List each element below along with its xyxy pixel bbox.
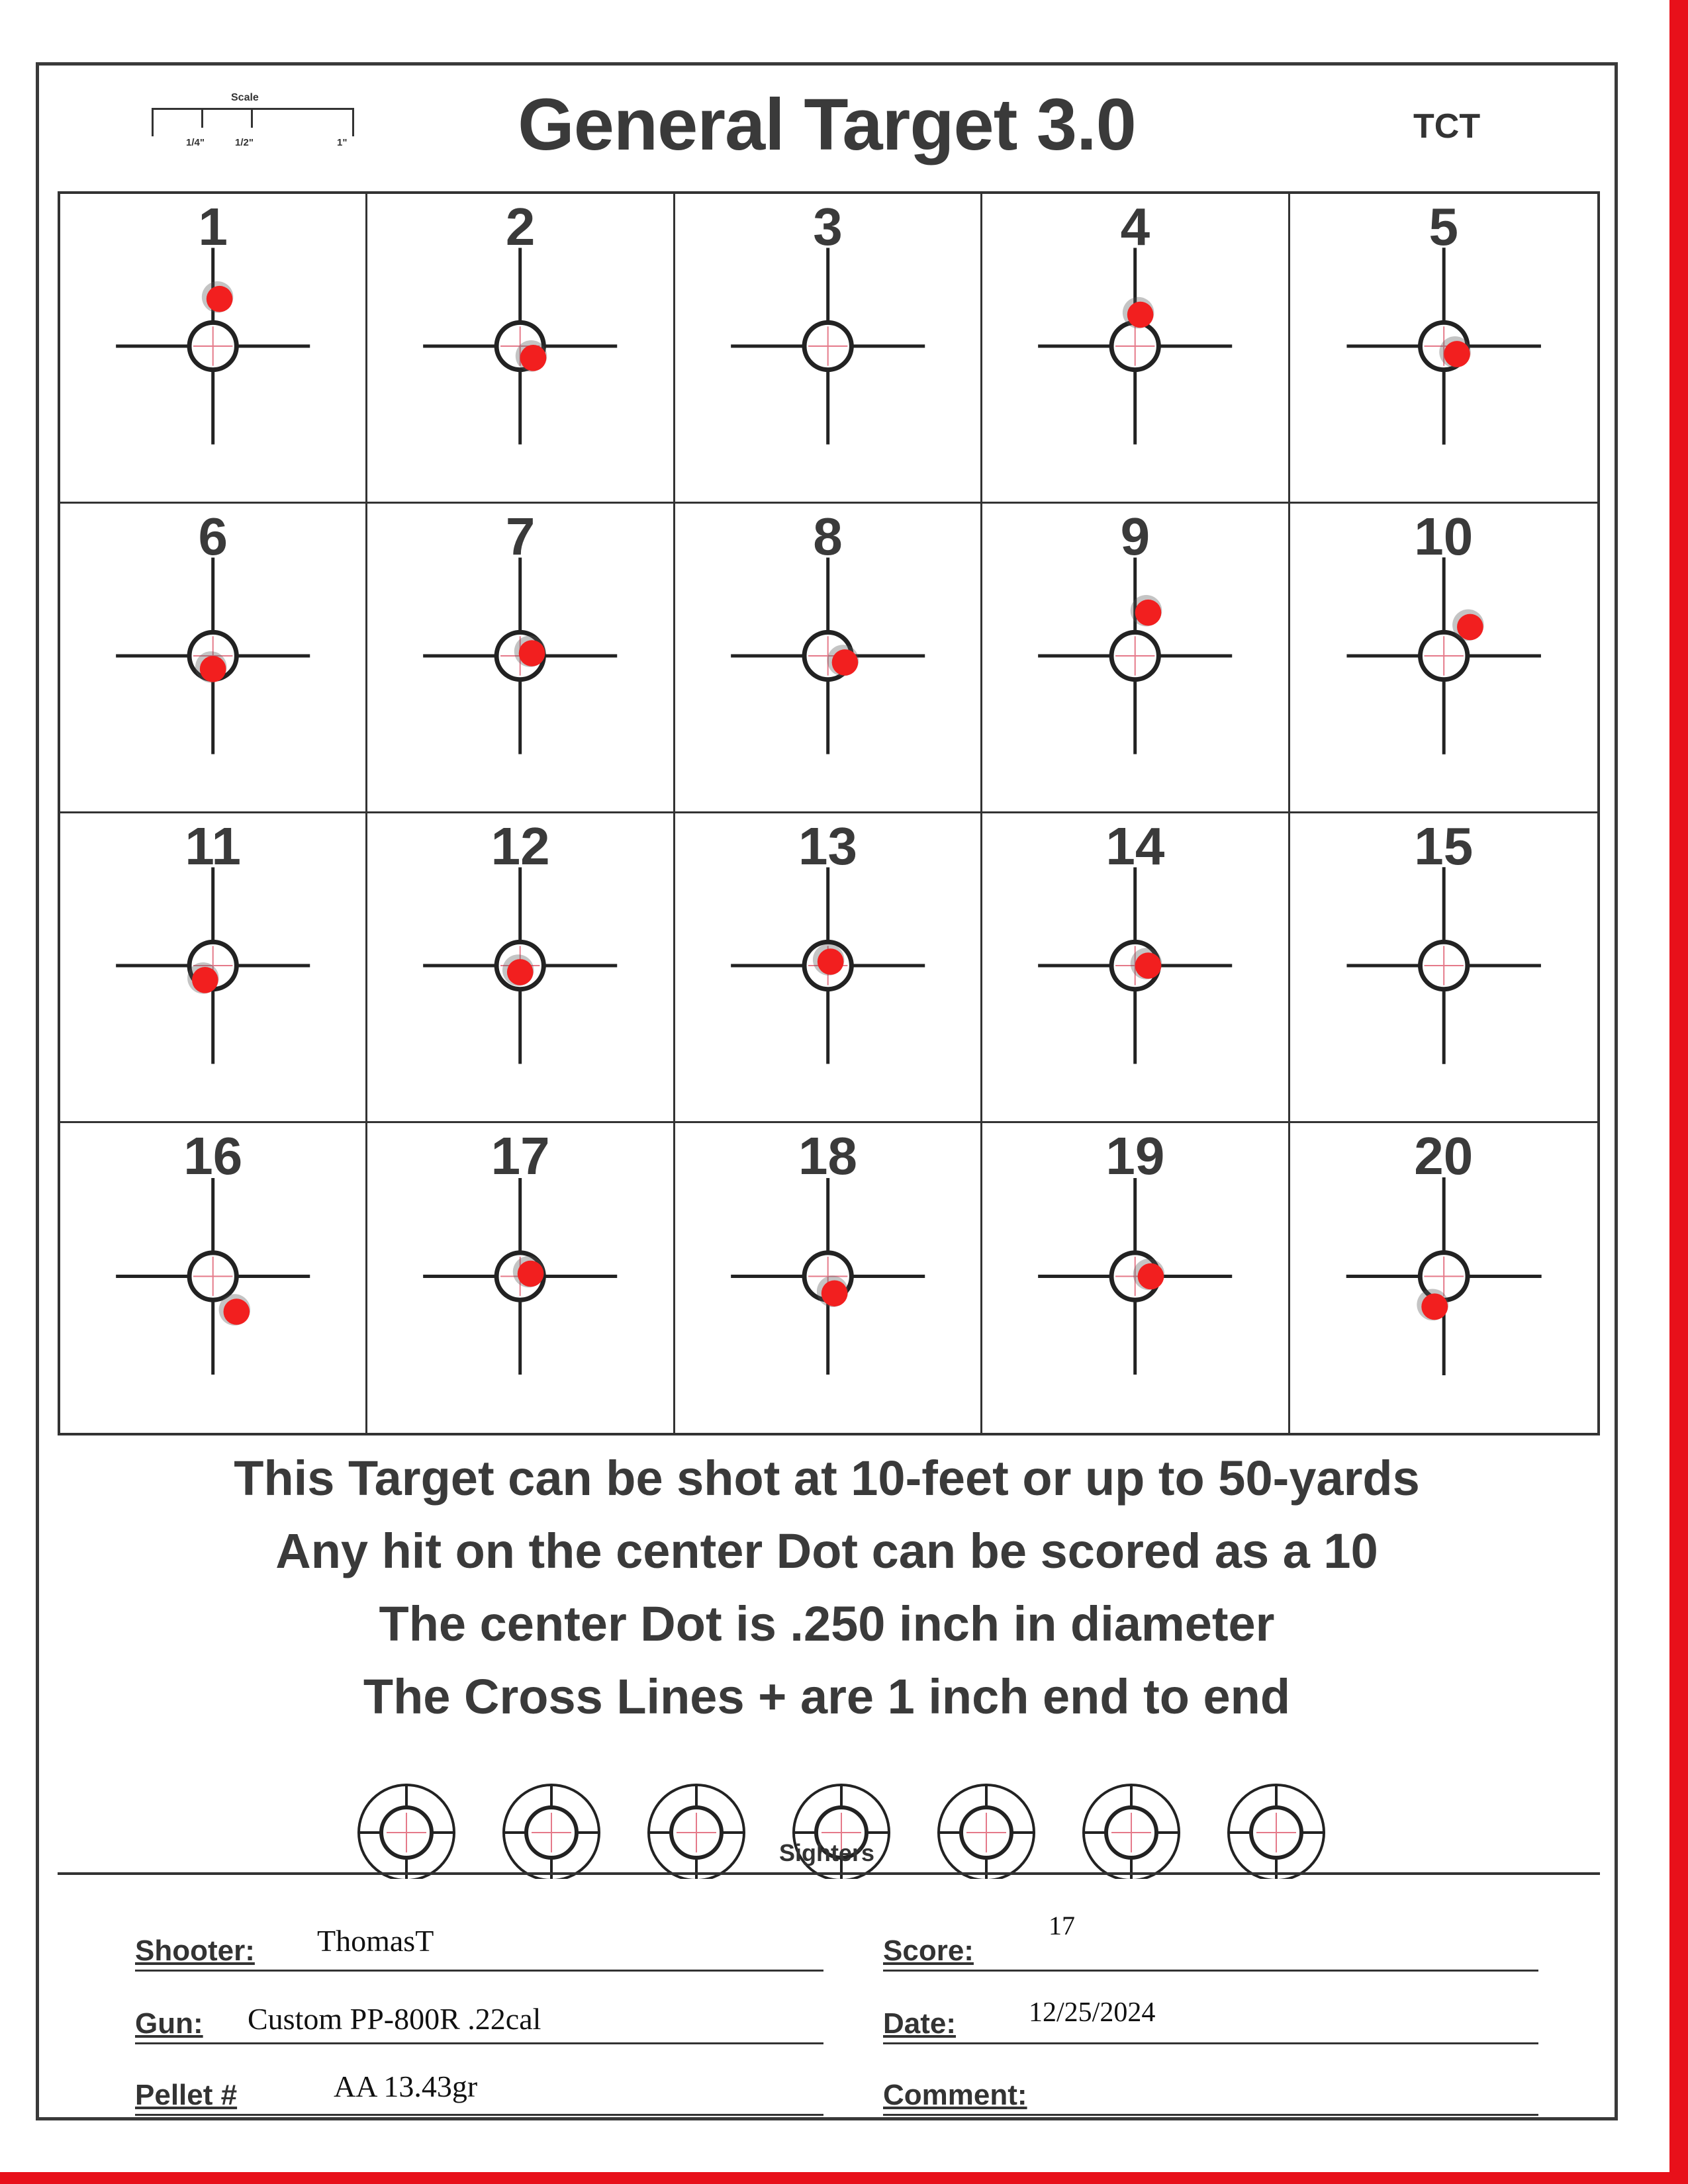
target-number: 11	[185, 817, 241, 876]
instruction-line: The center Dot is .250 inch in diameter	[379, 1596, 1275, 1651]
target-cell	[982, 504, 1289, 813]
target-number: 14	[1105, 817, 1165, 876]
target-number: 18	[798, 1126, 857, 1185]
target-number: 1	[198, 197, 228, 256]
target-cell	[367, 504, 675, 813]
pellet-value: AA 13.43gr	[334, 2070, 478, 2103]
brand-code: TCT	[1413, 107, 1481, 146]
pellet-hit	[224, 1298, 250, 1325]
score-field[interactable]	[883, 1911, 1538, 1972]
target-number: 10	[1414, 507, 1474, 566]
target-cell	[1290, 813, 1597, 1123]
pellet-hit	[520, 345, 547, 371]
instruction-line: This Target can be shot at 10-feet or up to 50-yards	[234, 1451, 1420, 1506]
pellet-hit	[192, 967, 218, 993]
target-number: 13	[798, 817, 857, 876]
target-cell	[675, 813, 982, 1123]
pellet-hit	[1135, 600, 1162, 626]
date-value: 12/25/2024	[1029, 1997, 1156, 2028]
red-edge-right	[1669, 0, 1688, 2184]
target-number: 9	[1120, 507, 1150, 566]
pellet-field[interactable]	[135, 2063, 823, 2116]
comment-label: Comment:	[883, 2079, 1027, 2111]
target-number: 16	[183, 1126, 243, 1185]
target-cell	[1290, 504, 1597, 813]
date-underline	[883, 2042, 1538, 2044]
target-cell	[1290, 1123, 1597, 1433]
target-cell	[982, 813, 1289, 1123]
pellet-hit	[507, 959, 534, 985]
gun-underline	[135, 2042, 823, 2044]
target-cell	[982, 194, 1289, 504]
target-cell	[367, 813, 675, 1123]
gun-value: Custom PP-800R .22cal	[248, 2002, 541, 2036]
comment-underline	[883, 2114, 1538, 2116]
pellet-hit	[1135, 952, 1162, 979]
pellet-hit	[207, 286, 233, 312]
pellet-label: Pellet #	[135, 2079, 238, 2111]
target-cell	[1290, 194, 1597, 504]
sighters-label: Sighters	[778, 1839, 875, 1866]
target-number: 12	[491, 817, 550, 876]
pellet-underline	[135, 2114, 823, 2116]
target-cell	[60, 1123, 367, 1433]
pellet-hit	[200, 656, 226, 682]
scale-tick-label: 1"	[337, 137, 348, 148]
scale-tick-label: 1/2"	[235, 137, 254, 148]
pellet-hit	[831, 649, 858, 676]
target-number: 17	[491, 1126, 550, 1185]
target-cell	[675, 194, 982, 504]
pellet-hit	[519, 640, 545, 666]
target-number: 15	[1414, 817, 1474, 876]
target-cell	[367, 1123, 675, 1433]
pellet-hit	[1127, 302, 1154, 328]
target-sheet	[36, 62, 1618, 2120]
score-underline	[883, 1970, 1538, 1972]
pellet-hit	[1457, 614, 1483, 641]
target-number: 4	[1120, 197, 1150, 256]
pellet-hit	[1138, 1263, 1164, 1290]
pellet-hit	[518, 1261, 544, 1287]
gun-label: Gun:	[135, 2007, 203, 2040]
comment-field[interactable]	[883, 2063, 1538, 2116]
pellet-hit	[1444, 341, 1470, 367]
instruction-line: Any hit on the center Dot can be scored as a 10	[275, 1524, 1378, 1578]
header	[39, 66, 1615, 191]
target-number: 3	[813, 197, 843, 256]
shooter-field[interactable]	[135, 1919, 823, 1972]
target-cell	[60, 813, 367, 1123]
target-cell	[367, 194, 675, 504]
scale-label: Scale	[231, 92, 259, 103]
gun-field[interactable]	[135, 1991, 823, 2044]
target-cell	[982, 1123, 1289, 1433]
target-cell	[60, 504, 367, 813]
target-number: 7	[505, 507, 536, 566]
scale-tick-label: 1/4"	[186, 137, 205, 148]
pellet-hit	[818, 948, 844, 975]
page-title: General Target 3.0	[518, 84, 1136, 165]
target-cell	[675, 504, 982, 813]
pellet-hit	[1421, 1293, 1448, 1320]
target-number: 6	[198, 507, 228, 566]
pellet-hit	[821, 1280, 848, 1306]
instructions	[39, 1442, 1615, 1733]
target-number: 2	[505, 197, 536, 256]
shooter-value: ThomasT	[317, 1924, 434, 1958]
form-divider	[58, 1872, 1600, 1875]
target-number: 20	[1414, 1126, 1474, 1185]
target-number: 8	[813, 507, 843, 566]
target-cell	[675, 1123, 982, 1433]
target-grid	[58, 191, 1600, 1435]
shooter-underline	[135, 1970, 823, 1972]
date-field[interactable]	[883, 1991, 1538, 2044]
red-edge-bottom	[0, 2172, 1688, 2184]
target-number: 19	[1105, 1126, 1165, 1185]
score-label: Score:	[883, 1934, 974, 1967]
shooter-label: Shooter:	[135, 1934, 255, 1967]
instruction-line: The Cross Lines + are 1 inch end to end	[363, 1669, 1291, 1724]
date-label: Date:	[883, 2007, 957, 2040]
target-number: 5	[1429, 197, 1459, 256]
target-cell	[60, 194, 367, 504]
score-value: 17	[1049, 1911, 1075, 1940]
